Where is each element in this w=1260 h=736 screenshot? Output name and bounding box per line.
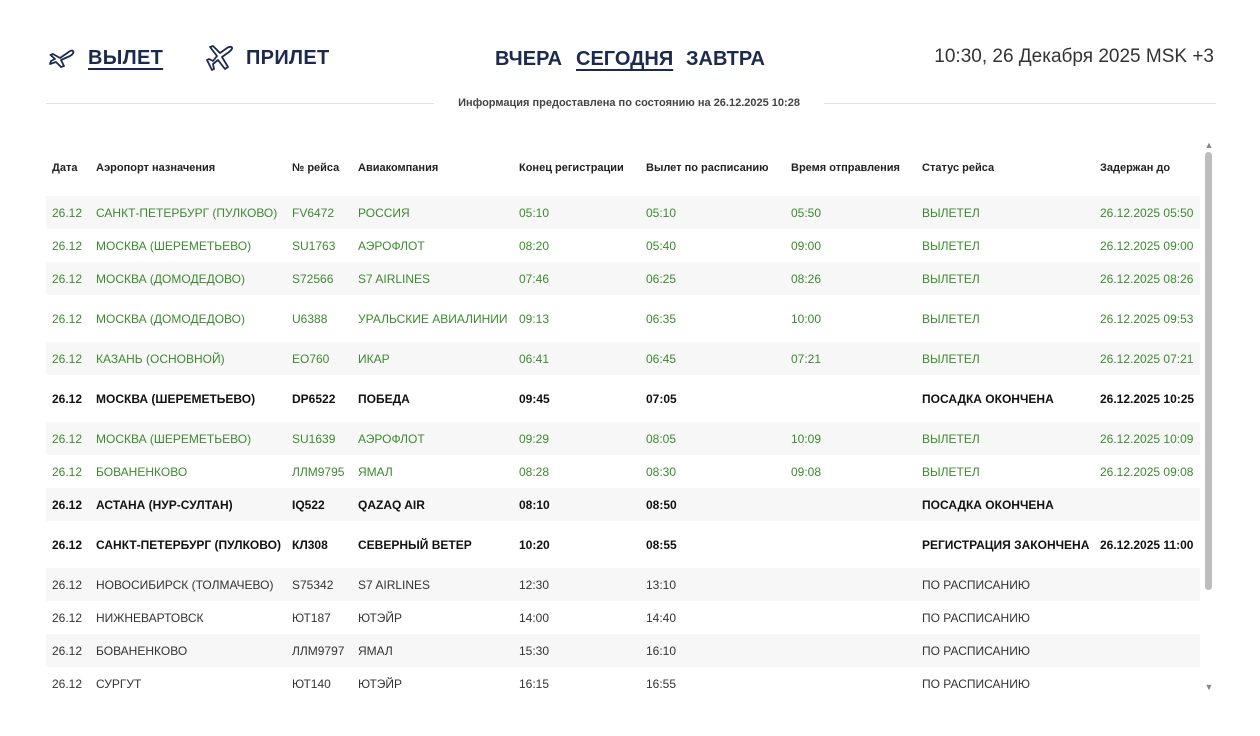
date-cell: 26.12	[52, 497, 83, 512]
delayed-until-cell: 26.12.2025 09:53	[1100, 311, 1194, 326]
scheduled-time-cell: 08:30	[646, 464, 677, 479]
flight-status-cell: ПО РАСПИСАНИЮ	[922, 577, 1030, 592]
departure-time-cell	[785, 521, 916, 568]
flights-table	[46, 140, 1200, 700]
flight-status-cell: ВЫЛЕТЕЛ	[922, 464, 980, 479]
checkin-end-cell: 05:10	[519, 205, 550, 220]
airline-cell: ЯМАЛ	[358, 464, 393, 479]
departure-time-cell: 05:50	[791, 205, 822, 220]
delayed-until-cell	[1094, 568, 1200, 601]
day-yesterday[interactable]: ВЧЕРА	[495, 48, 563, 70]
delayed-until-cell	[1094, 601, 1200, 634]
checkin-end-cell: 15:30	[519, 643, 550, 658]
flights-table-container	[46, 140, 1200, 710]
scroll-thumb[interactable]	[1205, 152, 1212, 590]
checkin-end-cell: 08:20	[519, 238, 550, 253]
flight-number-cell: ЮТ187	[292, 610, 331, 625]
flight-status-cell: ПОСАДКА ОКОНЧЕНА	[922, 391, 1054, 406]
departure-time-cell	[785, 601, 916, 634]
column-header: Статус рейса	[922, 161, 995, 174]
destination-cell: НИЖНЕВАРТОВСК	[96, 610, 204, 625]
delayed-until-cell	[1094, 488, 1200, 521]
table-row[interactable]	[46, 262, 1200, 295]
scheduled-time-cell: 16:10	[646, 643, 677, 658]
column-header: Дата	[52, 161, 78, 174]
scheduled-time-cell: 08:05	[646, 431, 677, 446]
delayed-until-cell: 26.12.2025 09:00	[1100, 238, 1194, 253]
date-cell: 26.12	[52, 238, 83, 253]
airline-cell: УРАЛЬСКИЕ АВИАЛИНИИ	[358, 311, 508, 326]
table-row[interactable]	[46, 342, 1200, 375]
date-cell: 26.12	[52, 431, 83, 446]
column-header: № рейса	[292, 161, 340, 174]
checkin-end-cell: 07:46	[519, 271, 550, 286]
table-header	[46, 140, 1200, 196]
date-cell: 26.12	[52, 205, 83, 220]
column-header: Задержан до	[1100, 161, 1171, 174]
table-row[interactable]	[46, 375, 1200, 422]
flight-number-cell: S72566	[292, 271, 334, 286]
delayed-until-cell	[1094, 667, 1200, 700]
airline-cell: S7 AIRLINES	[358, 577, 431, 592]
flight-status-cell: ВЫЛЕТЕЛ	[922, 351, 980, 366]
scrollbar[interactable]	[1202, 140, 1216, 692]
column-header: Конец регистрации	[519, 161, 624, 174]
table-row[interactable]	[46, 568, 1200, 601]
departure-time-cell	[785, 375, 916, 422]
checkin-end-cell: 06:41	[519, 351, 550, 366]
checkin-end-cell: 09:29	[519, 431, 550, 446]
checkin-end-cell: 14:00	[519, 610, 550, 625]
departure-time-cell: 08:26	[791, 271, 822, 286]
destination-cell: АСТАНА (НУР-СУЛТАН)	[96, 497, 233, 512]
date-cell: 26.12	[52, 643, 83, 658]
airline-cell: СЕВЕРНЫЙ ВЕТЕР	[358, 537, 472, 552]
date-cell: 26.12	[52, 676, 83, 691]
checkin-end-cell: 09:13	[519, 311, 550, 326]
airline-cell: АЭРОФЛОТ	[358, 238, 425, 253]
delayed-until-cell: 26.12.2025 10:25	[1100, 391, 1195, 406]
scheduled-time-cell: 07:05	[646, 391, 677, 406]
scheduled-time-cell: 13:10	[646, 577, 677, 592]
table-row[interactable]	[46, 634, 1200, 667]
airline-cell: АЭРОФЛОТ	[358, 431, 425, 446]
destination-cell: МОСКВА (ДОМОДЕДОВО)	[96, 311, 245, 326]
delayed-until-cell: 26.12.2025 11:00	[1100, 537, 1194, 552]
date-cell: 26.12	[52, 311, 83, 326]
delayed-until-cell	[1094, 634, 1200, 667]
destination-cell: МОСКВА (ШЕРЕМЕТЬЕВО)	[96, 238, 252, 253]
flight-number-cell: U6388	[292, 311, 328, 326]
destination-cell: БОВАНЕНКОВО	[96, 464, 188, 479]
table-row[interactable]	[46, 601, 1200, 634]
flight-number-cell: IQ522	[292, 497, 325, 512]
delayed-until-cell: 26.12.2025 07:21	[1100, 351, 1194, 366]
departure-time-cell: 10:09	[791, 431, 822, 446]
table-row[interactable]	[46, 229, 1200, 262]
checkin-end-cell: 10:20	[519, 537, 550, 552]
departure-time-cell: 07:21	[791, 351, 822, 366]
top-bar	[0, 0, 1260, 100]
checkin-end-cell: 09:45	[519, 391, 550, 406]
airline-cell: ИКАР	[358, 351, 390, 366]
scheduled-time-cell: 16:55	[646, 676, 677, 691]
departure-time-cell: 09:08	[791, 464, 822, 479]
table-row[interactable]	[46, 295, 1200, 342]
flight-number-cell: EO760	[292, 351, 330, 366]
current-time: 10:30, 26 Декабря 2025 MSK +3	[934, 46, 1214, 67]
date-cell: 26.12	[52, 464, 83, 479]
info-timestamp: Информация предоставлена по состоянию на 26.12.2025 10:28	[434, 96, 824, 110]
date-cell: 26.12	[52, 271, 83, 286]
table-row[interactable]	[46, 667, 1200, 700]
column-header: Время отправления	[791, 161, 900, 174]
airline-cell: ЯМАЛ	[358, 643, 393, 658]
day-tomorrow[interactable]: ЗАВТРА	[686, 48, 765, 70]
airline-cell: ПОБЕДА	[358, 391, 410, 406]
destination-cell: МОСКВА (ШЕРЕМЕТЬЕВО)	[96, 391, 256, 406]
triangle-up-icon[interactable]: ▲	[1204, 140, 1214, 150]
destination-cell: САНКТ-ПЕТЕРБУРГ (ПУЛКОВО)	[96, 205, 278, 220]
date-cell: 26.12	[52, 610, 83, 625]
flight-number-cell: ЮТ140	[292, 676, 331, 691]
checkin-end-cell: 08:28	[519, 464, 550, 479]
flight-number-cell: ЛЛМ9795	[292, 464, 345, 479]
date-cell: 26.12	[52, 537, 83, 552]
table-row[interactable]	[46, 488, 1200, 521]
flight-status-cell: ВЫЛЕТЕЛ	[922, 431, 980, 446]
departure-time-cell	[785, 488, 916, 521]
flight-status-cell: ПО РАСПИСАНИЮ	[922, 610, 1030, 625]
plane-takeoff-icon	[46, 42, 78, 74]
flight-status-cell: ВЫЛЕТЕЛ	[922, 238, 980, 253]
checkin-end-cell: 16:15	[519, 676, 550, 691]
checkin-end-cell: 12:30	[519, 577, 550, 592]
column-header: Аэропорт назначения	[96, 161, 216, 174]
flight-status-cell: ПО РАСПИСАНИЮ	[922, 676, 1030, 691]
destination-cell: МОСКВА (ШЕРЕМЕТЬЕВО)	[96, 431, 252, 446]
date-cell: 26.12	[52, 391, 83, 406]
scheduled-time-cell: 08:55	[646, 537, 677, 552]
table-body	[46, 196, 1200, 700]
tab-arrival[interactable]	[204, 42, 329, 74]
column-header: Вылет по расписанию	[646, 161, 769, 174]
scheduled-time-cell: 14:40	[646, 610, 677, 625]
delayed-until-cell: 26.12.2025 05:50	[1100, 205, 1194, 220]
departure-time-cell: 10:00	[791, 311, 822, 326]
airline-cell: ЮТЭЙР	[358, 676, 403, 691]
checkin-end-cell: 08:10	[519, 497, 550, 512]
table-row[interactable]	[46, 455, 1200, 488]
departure-time-cell	[785, 667, 916, 700]
flight-number-cell: DP6522	[292, 391, 336, 406]
scheduled-time-cell: 06:25	[646, 271, 677, 286]
scheduled-time-cell: 06:45	[646, 351, 677, 366]
column-header: Авиакомпания	[358, 161, 439, 174]
delayed-until-cell: 26.12.2025 09:08	[1100, 464, 1194, 479]
flight-status-cell: ВЫЛЕТЕЛ	[922, 205, 980, 220]
flight-status-cell: РЕГИСТРАЦИЯ ЗАКОНЧЕНА	[922, 537, 1090, 552]
flight-status-cell: ПО РАСПИСАНИЮ	[922, 643, 1030, 658]
departure-time-cell	[785, 568, 916, 601]
scheduled-time-cell: 06:35	[646, 311, 677, 326]
departure-label: ВЫЛЕТ	[88, 46, 164, 69]
flight-number-cell: S75342	[292, 577, 334, 592]
date-cell: 26.12	[52, 351, 83, 366]
tab-departure[interactable]	[46, 42, 163, 74]
destination-cell: КАЗАНЬ (ОСНОВНОЙ)	[96, 351, 225, 366]
table-row[interactable]	[46, 196, 1200, 229]
departure-time-cell: 09:00	[791, 238, 822, 253]
airline-cell: S7 AIRLINES	[358, 271, 431, 286]
flight-number-cell: КЛ308	[292, 537, 328, 552]
plane-landing-icon	[204, 42, 236, 74]
flight-status-cell: ВЫЛЕТЕЛ	[922, 271, 980, 286]
scheduled-time-cell: 08:50	[646, 497, 677, 512]
triangle-down-icon[interactable]: ▼	[1204, 682, 1214, 692]
flight-status-cell: ПОСАДКА ОКОНЧЕНА	[922, 497, 1054, 512]
destination-cell: БОВАНЕНКОВО	[96, 643, 188, 658]
flight-number-cell: SU1639	[292, 431, 336, 446]
airline-cell: QAZAQ AIR	[358, 497, 425, 512]
airline-cell: РОССИЯ	[358, 205, 410, 220]
arrival-label: ПРИЛЕТ	[246, 46, 330, 69]
flight-number-cell: SU1763	[292, 238, 336, 253]
scheduled-time-cell: 05:40	[646, 238, 677, 253]
table-row[interactable]	[46, 422, 1200, 455]
scheduled-time-cell: 05:10	[646, 205, 677, 220]
destination-cell: МОСКВА (ДОМОДЕДОВО)	[96, 271, 245, 286]
airline-cell: ЮТЭЙР	[358, 610, 403, 625]
day-today[interactable]: СЕГОДНЯ	[576, 48, 674, 70]
table-row[interactable]	[46, 521, 1200, 568]
flight-number-cell: FV6472	[292, 205, 335, 220]
flight-status-cell: ВЫЛЕТЕЛ	[922, 311, 980, 326]
destination-cell: НОВОСИБИРСК (ТОЛМАЧЕВО)	[96, 577, 274, 592]
destination-cell: САНКТ-ПЕТЕРБУРГ (ПУЛКОВО)	[96, 537, 281, 552]
departure-time-cell	[785, 634, 916, 667]
date-cell: 26.12	[52, 577, 83, 592]
flight-number-cell: ЛЛМ9797	[292, 643, 345, 658]
delayed-until-cell: 26.12.2025 08:26	[1100, 271, 1194, 286]
destination-cell: СУРГУТ	[96, 676, 142, 691]
delayed-until-cell: 26.12.2025 10:09	[1100, 431, 1194, 446]
